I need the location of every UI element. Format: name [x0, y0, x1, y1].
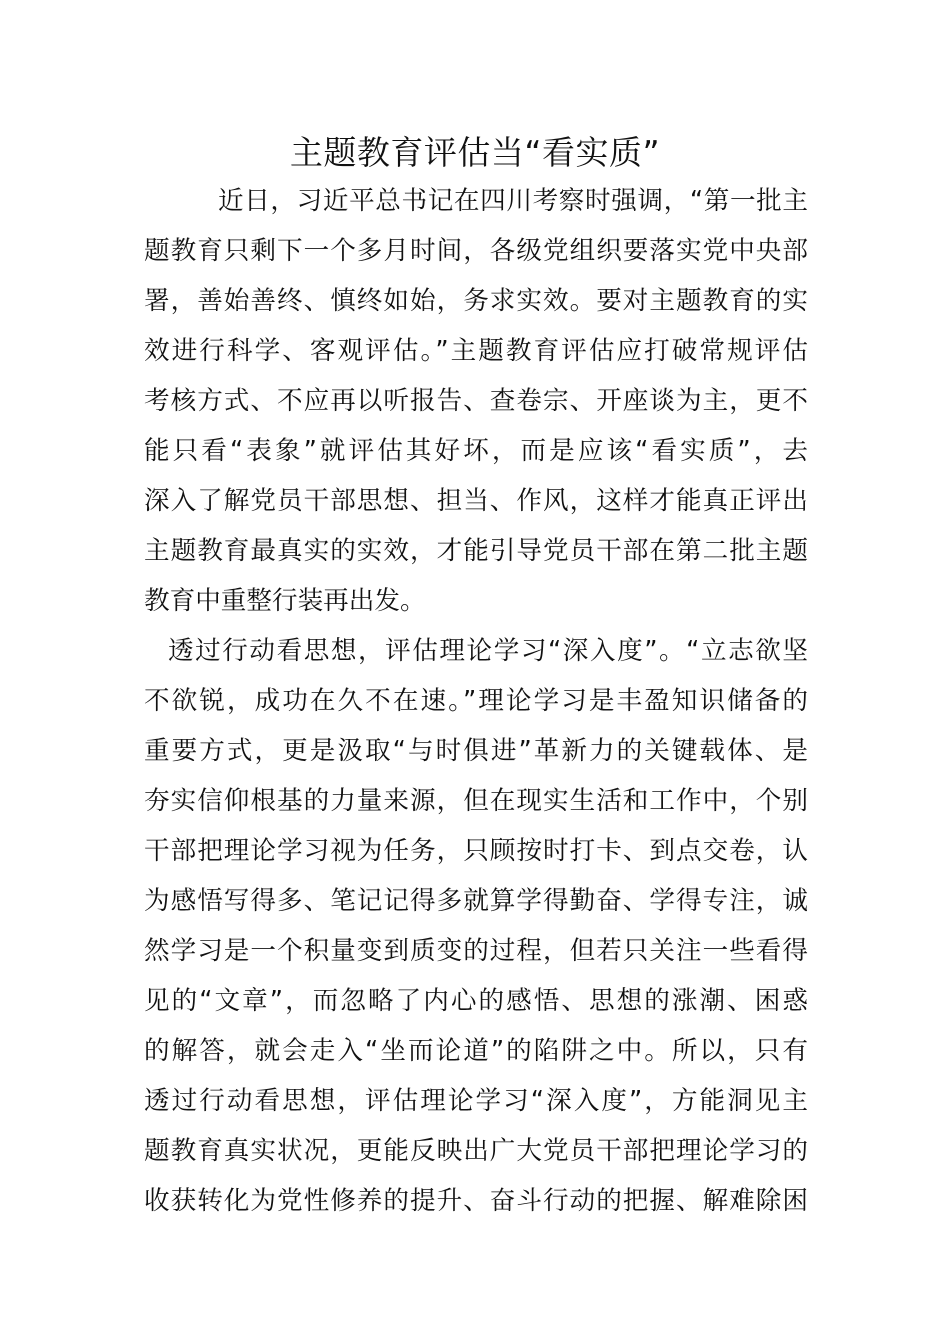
text-line: 透过行动看思想，评估理论学习“深入度”。“立志欲坚: [168, 636, 808, 666]
text-line: 深入了解党员干部思想、担当、作风，这样才能真正评出: [144, 486, 808, 516]
text-line: 教育中重整行装再出发。: [144, 586, 426, 616]
paragraph-1: [144, 176, 808, 626]
text-line: 透过行动看思想，评估理论学习“深入度”，方能洞见主: [144, 1086, 808, 1116]
text-line: 题教育真实状况，更能反映出广大党员干部把理论学习的: [144, 1136, 808, 1166]
text-line: 署，善始善终、慎终如始，务求实效。要对主题教育的实: [144, 286, 808, 316]
text-line: 为感悟写得多、笔记记得多就算学得勤奋、学得专注，诚: [144, 886, 808, 916]
text-line: 收获转化为党性修养的提升、奋斗行动的把握、解难除困: [144, 1186, 808, 1216]
text-line: 主题教育最真实的实效，才能引导党员干部在第二批主题: [144, 536, 808, 566]
text-line: 的解答，就会走入“坐而论道”的陷阱之中。所以，只有: [144, 1036, 808, 1066]
text-line: 夯实信仰根基的力量来源，但在现实生活和工作中，个别: [144, 786, 808, 816]
text-line: 近日，习近平总书记在四川考察时强调，“第一批主: [218, 186, 808, 216]
document-title: 主题教育评估当“看实质”: [289, 133, 661, 172]
text-line: 不欲锐，成功在久不在速。”理论学习是丰盈知识储备的: [144, 686, 808, 716]
text-line: 重要方式，更是汲取“与时俱进”革新力的关键载体、是: [144, 736, 808, 766]
text-line: 然学习是一个积量变到质变的过程，但若只关注一些看得: [144, 936, 808, 966]
text-line: 效进行科学、客观评估。”主题教育评估应打破常规评估: [144, 336, 808, 366]
text-line: 见的“文章”，而忽略了内心的感悟、思想的涨潮、困惑: [144, 986, 808, 1016]
paragraph-2: [144, 626, 808, 1226]
text-line: 考核方式、不应再以听报告、查卷宗、开座谈为主，更不: [144, 386, 808, 416]
document-body: [144, 176, 808, 1226]
text-line: 能只看“表象”就评估其好坏，而是应该“看实质”，去: [144, 436, 808, 466]
text-line: 干部把理论学习视为任务，只顾按时打卡、到点交卷，认: [144, 836, 808, 866]
text-line: 题教育只剩下一个多月时间，各级党组织要落实党中央部: [144, 236, 808, 266]
